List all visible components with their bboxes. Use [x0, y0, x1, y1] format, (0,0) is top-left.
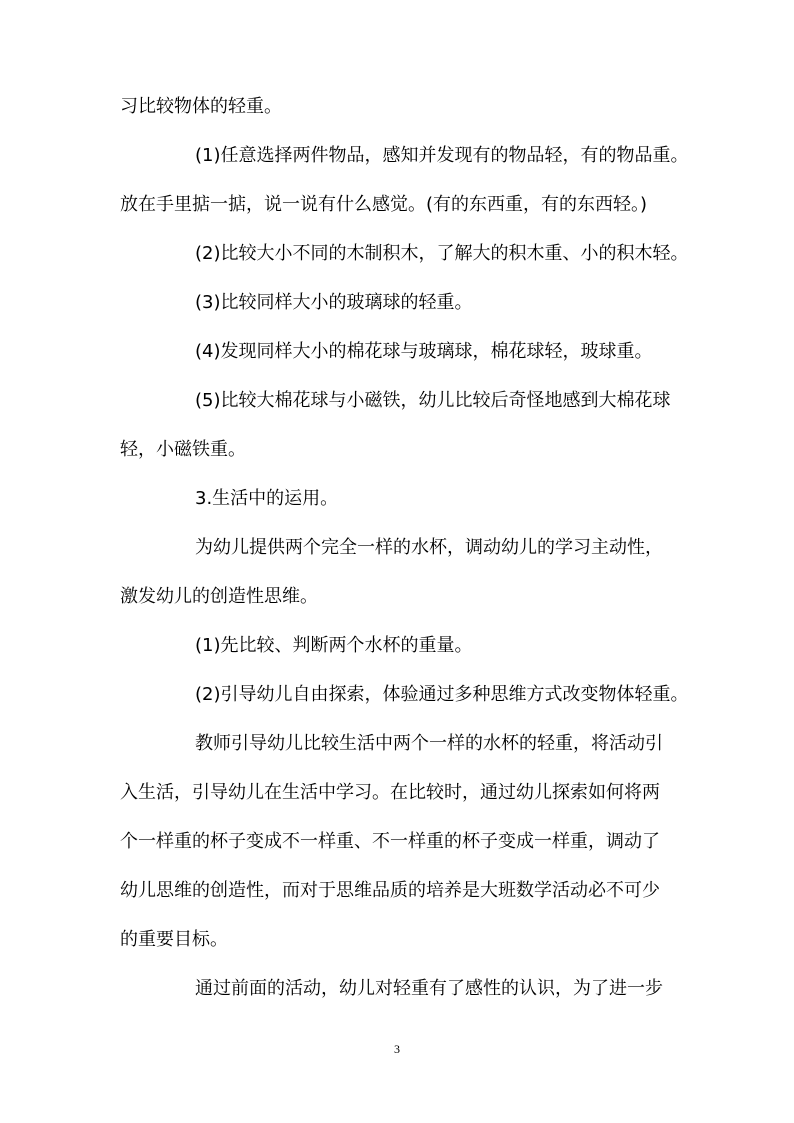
text-line: 习比较物体的轻重。	[120, 96, 282, 117]
text-line: 轻，小磁铁重。	[120, 439, 246, 460]
text-line: (3)比较同样大小的玻璃球的轻重。	[195, 292, 473, 313]
text-line: (4)发现同样大小的棉花球与玻璃球，棉花球轻，玻球重。	[195, 341, 653, 362]
text-line: 入生活，引导幼儿在生活中学习。在比较时，通过幼儿探索如何将两	[120, 782, 660, 803]
section-heading: 3.生活中的运用。	[195, 488, 339, 509]
text-line: 的重要目标。	[120, 929, 228, 950]
text-line: 激发幼儿的创造性思维。	[120, 586, 318, 607]
text-line: (2)引导幼儿自由探索，体验通过多种思维方式改变物体轻重。	[195, 684, 689, 705]
text-line: 为幼儿提供两个完全一样的水杯，调动幼儿的学习主动性，	[195, 537, 663, 558]
page-number: 3	[394, 1042, 400, 1056]
text-line: 幼儿思维的创造性，而对于思维品质的培养是大班数学活动必不可少	[120, 880, 660, 901]
text-line: 放在手里掂一掂，说一说有什么感觉。(有的东西重，有的东西轻。)	[120, 194, 648, 215]
text-line: (1)任意选择两件物品，感知并发现有的物品轻，有的物品重。	[195, 145, 689, 166]
text-line: (1)先比较、判断两个水杯的重量。	[195, 635, 473, 656]
text-line: (2)比较大小不同的木制积木，了解大的积木重、小的积木轻。	[195, 243, 689, 264]
body-text	[120, 82, 689, 1013]
text-line: 通过前面的活动，幼儿对轻重有了感性的认识，为了进一步	[195, 978, 663, 999]
text-line: (5)比较大棉花球与小磁铁，幼儿比较后奇怪地感到大棉花球	[195, 390, 671, 411]
text-line: 个一样重的杯子变成不一样重、不一样重的杯子变成一样重，调动了	[120, 831, 660, 852]
text-line: 教师引导幼儿比较生活中两个一样的水杯的轻重，将活动引	[195, 733, 663, 754]
